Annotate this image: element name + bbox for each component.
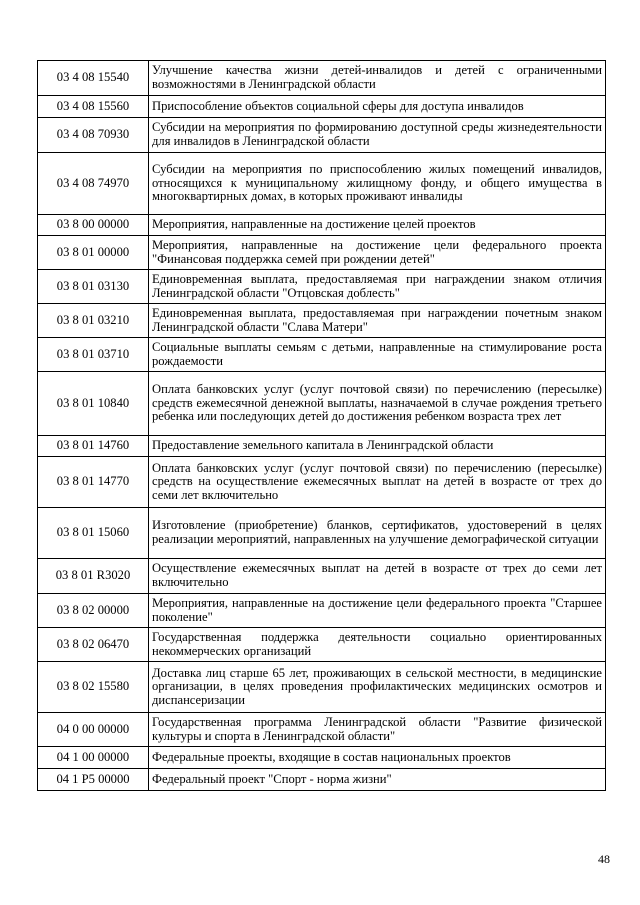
row-description: Изготовление (приобретение) бланков, сертификатов, удостоверений в целях реализации мероприятий, направленных на улучшение демографической ситуации — [149, 508, 606, 559]
row-code: 03 8 01 10840 — [38, 372, 149, 436]
table-row — [38, 713, 606, 747]
row-description: Оплата банковских услуг (услуг почтовой связи) по перечислению (пересылке) средств ежемесячной денежной выплаты, назначаемой в случае рождения третьего ребенка или последующих детей до достижения ребенком возраста трех лет — [149, 372, 606, 436]
table-row — [38, 559, 606, 594]
row-description: Государственная программа Ленинградской области "Развитие физической культуры и спорта в Ленинградской области" — [149, 713, 606, 747]
row-description: Единовременная выплата, предоставляемая при награждении почетным знаком Ленинградской области "Слава Матери" — [149, 304, 606, 338]
table-row — [38, 96, 606, 118]
table-row — [38, 61, 606, 96]
table-row — [38, 304, 606, 338]
table-row — [38, 215, 606, 236]
row-code: 03 8 01 03710 — [38, 338, 149, 372]
row-code: 04 0 00 00000 — [38, 713, 149, 747]
row-code: 03 8 00 00000 — [38, 215, 149, 236]
row-description: Приспособление объектов социальной сферы для доступа инвалидов — [149, 96, 606, 118]
row-code: 03 8 02 15580 — [38, 662, 149, 713]
table-row — [38, 338, 606, 372]
table-row — [38, 457, 606, 508]
table-row — [38, 628, 606, 662]
row-code: 03 4 08 70930 — [38, 118, 149, 153]
row-description: Государственная поддержка деятельности социально ориентированных некоммерческих организаций — [149, 628, 606, 662]
row-code: 03 8 01 R3020 — [38, 559, 149, 594]
row-code: 03 4 08 74970 — [38, 153, 149, 215]
row-description: Оплата банковских услуг (услуг почтовой связи) по перечислению (пересылке) средств на осуществление ежемесячных выплат на детей в возрасте от трех до семи лет включительно — [149, 457, 606, 508]
table-row — [38, 153, 606, 215]
table-row — [38, 270, 606, 304]
row-code: 03 8 02 00000 — [38, 594, 149, 628]
row-description: Мероприятия, направленные на достижение цели федерального проекта "Финансовая поддержка семей при рождении детей" — [149, 236, 606, 270]
table-row — [38, 508, 606, 559]
table-row — [38, 372, 606, 436]
row-description: Федеральный проект "Спорт - норма жизни" — [149, 769, 606, 791]
row-description: Мероприятия, направленные на достижение цели федерального проекта "Старшее поколение" — [149, 594, 606, 628]
row-description: Федеральные проекты, входящие в состав национальных проектов — [149, 747, 606, 769]
row-description: Субсидии на мероприятия по формированию доступной среды жизнедеятельности для инвалидов в Ленинградской области — [149, 118, 606, 153]
row-description: Субсидии на мероприятия по приспособлению жилых помещений инвалидов, относящихся к муниципальному жилищному фонду, и общего имущества в многоквартирных домах, в которых проживают инвалиды — [149, 153, 606, 215]
row-description: Социальные выплаты семьям с детьми, направленные на стимулирование роста рождаемости — [149, 338, 606, 372]
table-row — [38, 118, 606, 153]
row-description: Улучшение качества жизни детей-инвалидов и детей с ограниченными возможностями в Ленинградской области — [149, 61, 606, 96]
row-code: 04 1 P5 00000 — [38, 769, 149, 791]
row-code: 03 8 02 06470 — [38, 628, 149, 662]
row-description: Доставка лиц старше 65 лет, проживающих в сельской местности, в медицинские организации, в целях проведения профилактических медицинских осмотров и диспансеризации — [149, 662, 606, 713]
row-code: 03 8 01 03130 — [38, 270, 149, 304]
row-description: Предоставление земельного капитала в Ленинградской области — [149, 436, 606, 457]
table-row — [38, 662, 606, 713]
table-row — [38, 436, 606, 457]
page-number: 48 — [598, 852, 610, 866]
row-code: 03 4 08 15540 — [38, 61, 149, 96]
row-code: 03 8 01 00000 — [38, 236, 149, 270]
table-row — [38, 747, 606, 769]
row-description: Осуществление ежемесячных выплат на детей в возрасте от трех до семи лет включительно — [149, 559, 606, 594]
table-row — [38, 594, 606, 628]
table-row — [38, 769, 606, 791]
row-code: 03 8 01 14760 — [38, 436, 149, 457]
row-code: 04 1 00 00000 — [38, 747, 149, 769]
table-row — [38, 236, 606, 270]
row-code: 03 4 08 15560 — [38, 96, 149, 118]
row-code: 03 8 01 14770 — [38, 457, 149, 508]
budget-classification-table — [37, 60, 606, 791]
row-code: 03 8 01 15060 — [38, 508, 149, 559]
row-description: Мероприятия, направленные на достижение целей проектов — [149, 215, 606, 236]
row-code: 03 8 01 03210 — [38, 304, 149, 338]
row-description: Единовременная выплата, предоставляемая при награждении знаком отличия Ленинградской области "Отцовская доблесть" — [149, 270, 606, 304]
